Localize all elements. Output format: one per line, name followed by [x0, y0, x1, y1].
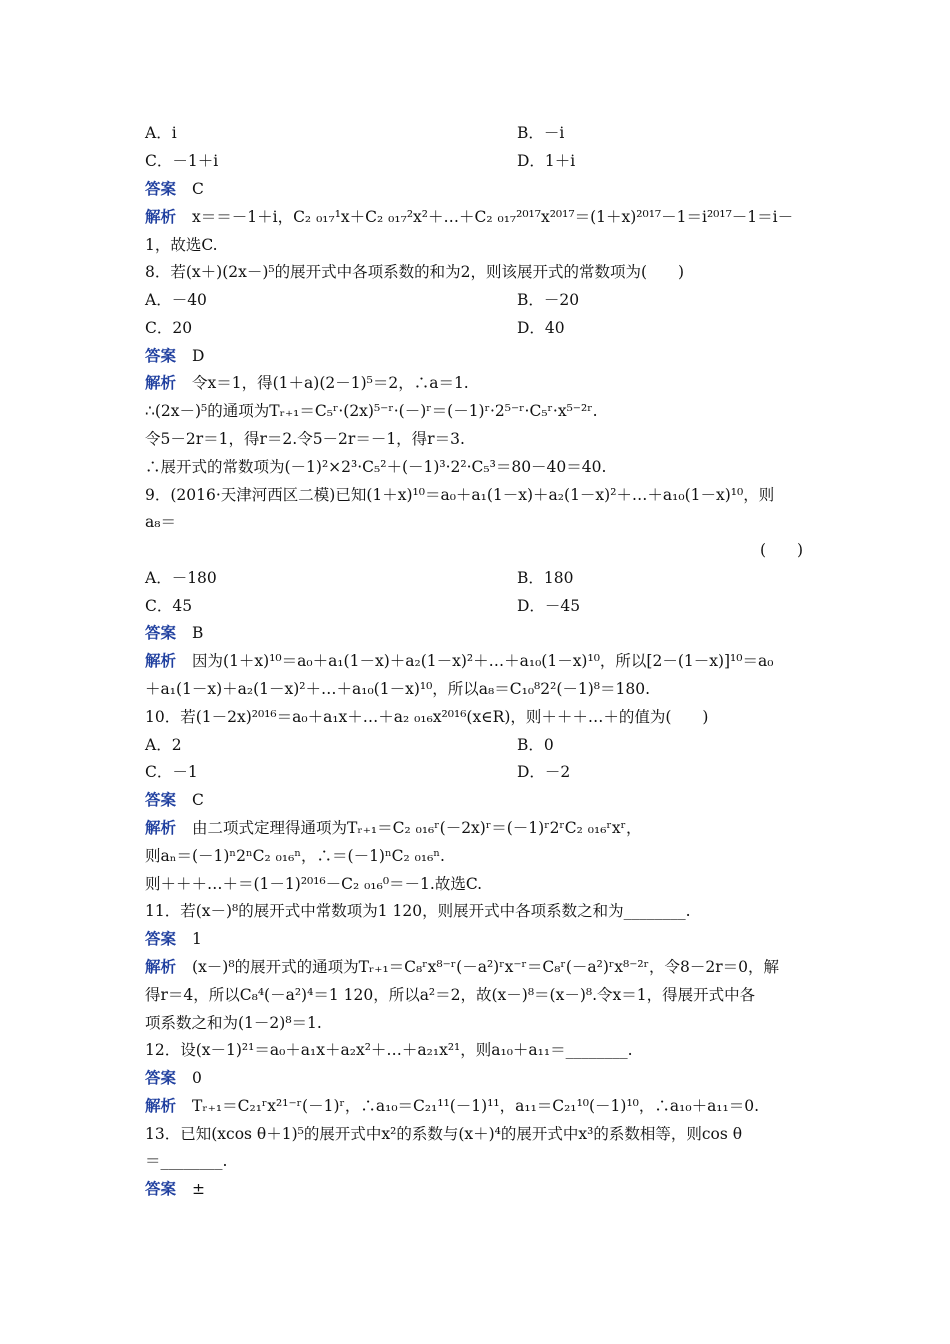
option-b: B．0 — [517, 736, 554, 754]
option-d: D．－2 — [517, 763, 571, 781]
question-8: 8．若(x＋)(2x－)⁵的展开式中各项系数的和为2，则该展开式的常数项为( ) — [145, 263, 685, 281]
text-line: ∴展开式的常数项为(－1)²×2³·C₅²＋(－1)³·2²·C₅³＝80－40＝40. — [145, 458, 607, 476]
answer-label: 答案 — [145, 1180, 177, 1198]
answer-label: 答案 — [145, 180, 177, 198]
solution-label: 解析 — [145, 652, 177, 670]
solution-line — [145, 818, 805, 838]
solution-text: 令x＝1，得(1＋a)(2－1)⁵＝2，∴a＝1. — [192, 374, 469, 392]
option-c: C．20 — [145, 319, 193, 337]
answer-line — [145, 1179, 805, 1199]
question-13: 13．已知(xcos θ＋1)⁵的展开式中x²的系数与(x＋)⁴的展开式中x³的系数相等，则cos θ — [145, 1125, 743, 1143]
text-line: 项系数之和为(1－2)⁸＝1. — [145, 1014, 322, 1032]
solution-label: 解析 — [145, 958, 177, 976]
answer-label: 答案 — [145, 347, 177, 365]
solution-line — [145, 957, 805, 977]
text-line: 1，故选C. — [145, 236, 218, 254]
solution-text: Tᵣ₊₁＝C₂₁ʳx²¹⁻ʳ(－1)ʳ，∴a₁₀＝C₂₁¹¹(－1)¹¹，a₁₁＝C₂₁¹⁰(－1)¹⁰，∴a₁₀＋a₁₁＝0. — [192, 1097, 760, 1115]
solution-line — [145, 651, 805, 671]
option-c: C．－1 — [145, 763, 198, 781]
solution-label: 解析 — [145, 819, 177, 837]
text-line: 得r＝4，所以C₈⁴(－a²)⁴＝1 120，所以a²＝2，故(x－)⁸＝(x－)⁸.令x＝1，得展开式中各 — [145, 986, 756, 1004]
answer-value: D — [192, 347, 205, 365]
question-10: 10．若(1－2x)²⁰¹⁶＝a₀＋a₁x＋…＋a₂ ₀₁₆x²⁰¹⁶(x∈R)，则＋＋＋…＋的值为( ) — [145, 708, 709, 726]
text-line: 则aₙ＝(－1)ⁿ2ⁿC₂ ₀₁₆ⁿ，∴＝(－1)ⁿC₂ ₀₁₆ⁿ. — [145, 847, 445, 865]
text-line: 令5－2r＝1，得r＝2.令5－2r＝－1，得r＝3. — [145, 430, 465, 448]
solution-label: 解析 — [145, 1097, 177, 1115]
option-b: B．－20 — [517, 291, 580, 309]
solution-line — [145, 207, 805, 227]
option-d: D．40 — [517, 319, 565, 337]
answer-value: C — [192, 791, 204, 809]
text-line: ＋a₁(1－x)＋a₂(1－x)²＋…＋a₁₀(1－x)¹⁰，所以a₈＝C₁₀⁸2²(－1)⁸＝180. — [145, 680, 651, 698]
option-d: D．－45 — [517, 597, 581, 615]
option-c: C．－1＋i — [145, 152, 219, 170]
answer-blank: ( ) — [760, 541, 804, 559]
answer-line — [145, 346, 805, 366]
option-a: A．2 — [145, 736, 182, 754]
answer-label: 答案 — [145, 1069, 177, 1087]
solution-line — [145, 1096, 805, 1116]
option-a: A．i — [145, 124, 177, 142]
answer-line — [145, 929, 805, 949]
solution-text: x＝＝－1＋i，C₂ ₀₁₇¹x＋C₂ ₀₁₇²x²＋…＋C₂ ₀₁₇²⁰¹⁷x²⁰¹⁷＝(1＋x)²⁰¹⁷－1＝i²⁰¹⁷－1＝i－ — [192, 208, 794, 226]
question-12: 12．设(x－1)²¹＝a₀＋a₁x＋a₂x²＋…＋a₂₁x²¹，则a₁₀＋a₁₁＝________. — [145, 1041, 633, 1059]
answer-label: 答案 — [145, 791, 177, 809]
solution-label: 解析 — [145, 208, 177, 226]
answer-line — [145, 1068, 805, 1088]
answer-value: ± — [192, 1180, 206, 1198]
solution-text: (x－)⁸的展开式的通项为Tᵣ₊₁＝C₈ʳx⁸⁻ʳ(－a²)ʳx⁻ʳ＝C₈ʳ(－a²)ʳx⁸⁻²ʳ，令8－2r＝0，解 — [192, 958, 779, 976]
answer-value: C — [192, 180, 204, 198]
option-b: B．－i — [517, 124, 565, 142]
answer-line — [145, 790, 805, 810]
solution-text: 由二项式定理得通项为Tᵣ₊₁＝C₂ ₀₁₆ʳ(－2x)ʳ＝(－1)ʳ2ʳC₂ ₀₁₆ʳxʳ， — [192, 819, 642, 837]
question-11: 11．若(x－)⁸的展开式中常数项为1 120，则展开式中各项系数之和为________. — [145, 902, 691, 920]
text-line: ∴(2x－)⁵的通项为Tᵣ₊₁＝C₅ʳ·(2x)⁵⁻ʳ·(－)ʳ＝(－1)ʳ·2⁵⁻ʳ·C₅ʳ·x⁵⁻²ʳ. — [145, 402, 598, 420]
answer-line — [145, 179, 805, 199]
option-a: A．－180 — [145, 569, 217, 587]
answer-label: 答案 — [145, 930, 177, 948]
answer-line — [145, 623, 805, 643]
solution-text: 因为(1＋x)¹⁰＝a₀＋a₁(1－x)＋a₂(1－x)²＋…＋a₁₀(1－x)¹⁰，所以[2－(1－x)]¹⁰＝a₀ — [192, 652, 774, 670]
option-c: C．45 — [145, 597, 193, 615]
text-line: ＝________. — [145, 1152, 228, 1170]
answer-value: B — [192, 624, 204, 642]
option-d: D．1＋i — [517, 152, 576, 170]
option-a: A．－40 — [145, 291, 207, 309]
answer-value: 1 — [192, 930, 202, 948]
text-line: 则＋＋＋…＋＝(1－1)²⁰¹⁶－C₂ ₀₁₆⁰＝－1.故选C. — [145, 875, 483, 893]
solution-label: 解析 — [145, 374, 177, 392]
question-9: 9．(2016·天津河西区二模)已知(1＋x)¹⁰＝a₀＋a₁(1－x)＋a₂(1－x)²＋…＋a₁₀(1－x)¹⁰，则 — [145, 486, 775, 504]
solution-line — [145, 373, 805, 393]
text-line: a₈＝ — [145, 513, 176, 531]
option-b: B．180 — [517, 569, 574, 587]
answer-value: 0 — [192, 1069, 202, 1087]
answer-label: 答案 — [145, 624, 177, 642]
